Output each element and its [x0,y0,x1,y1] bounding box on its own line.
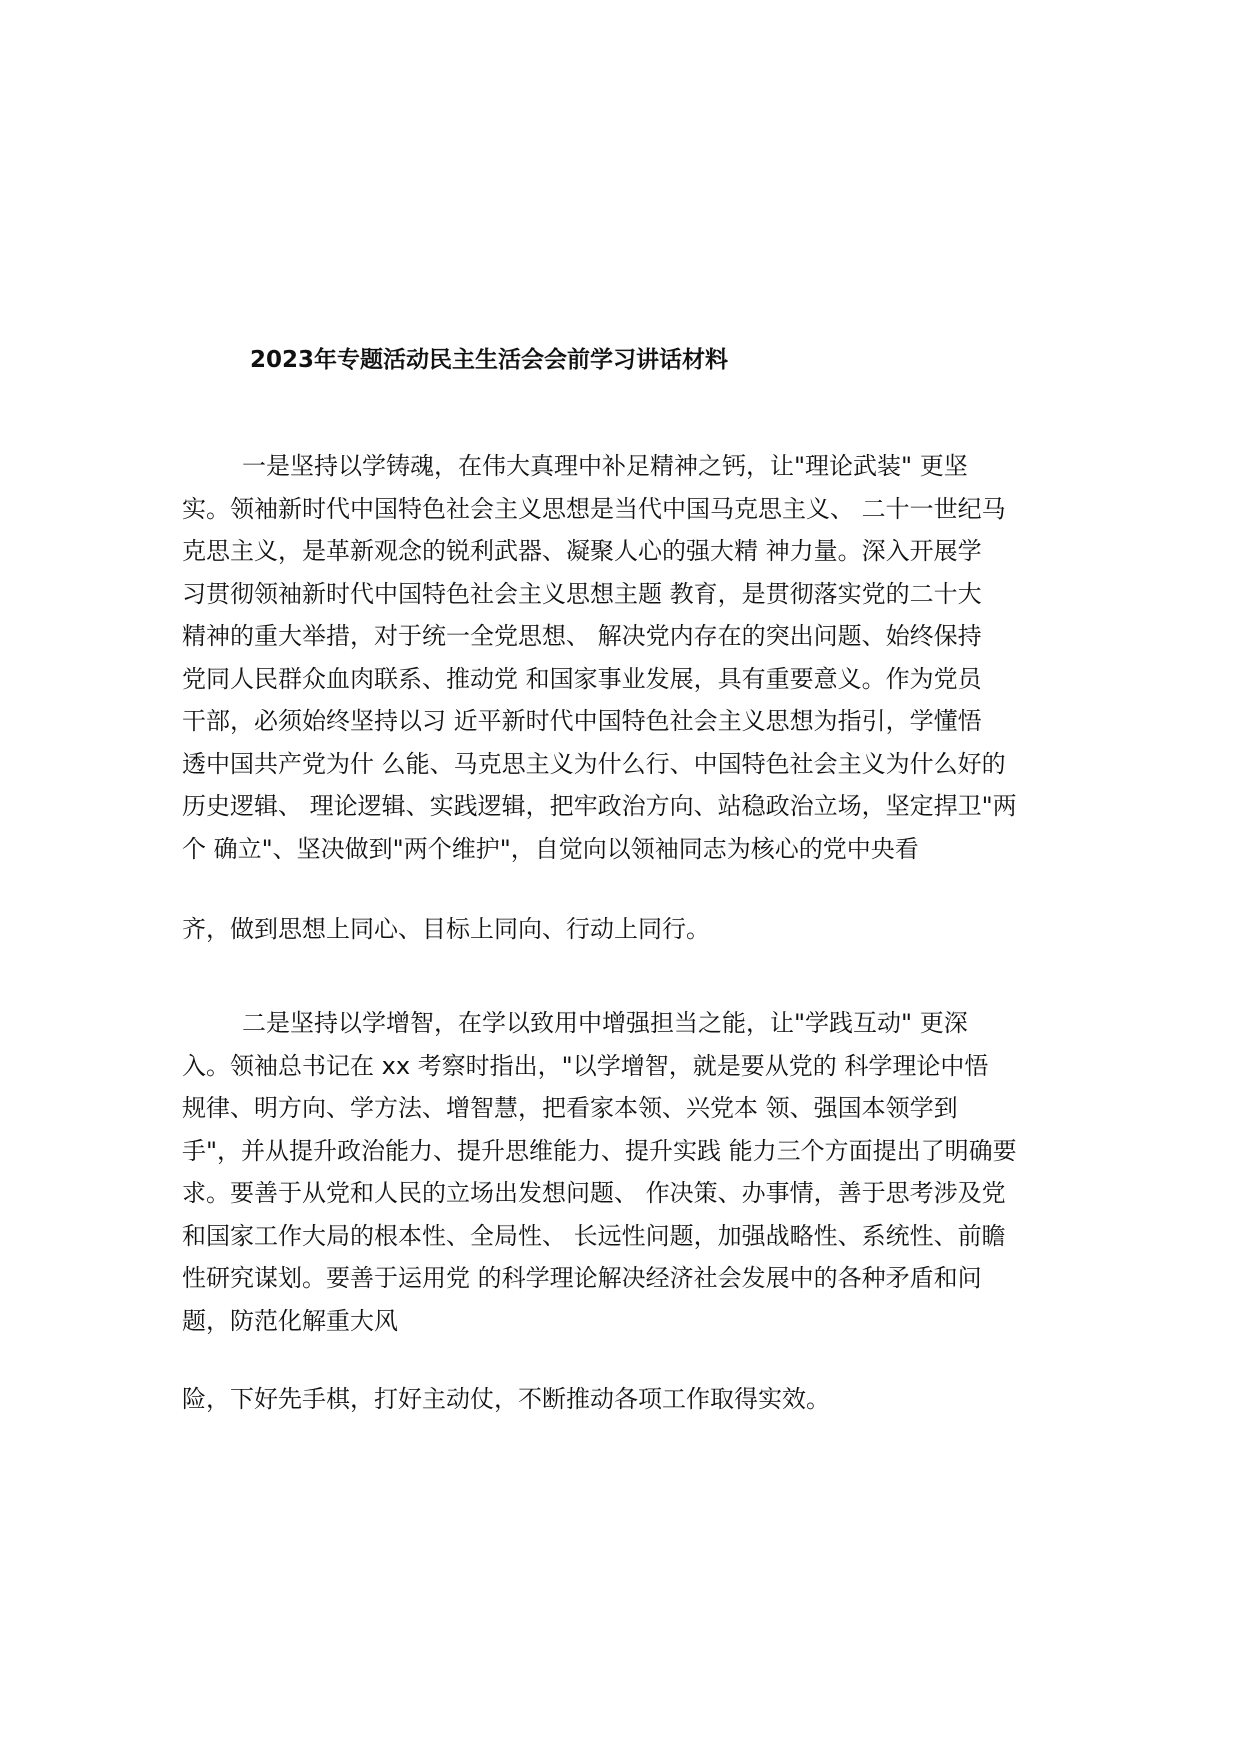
paragraph-1 [182,445,1082,870]
paragraph-1-line: 实。领袖新时代中国特色社会主义思想是当代中国马克思主义、 二十一世纪马 [182,494,1006,523]
document-title: 2023年专题活动民主生活会会前学习讲话材料 [250,347,729,373]
paragraph-1-line: 习贯彻领袖新时代中国特色社会主义思想主题 教育，是贯彻落实党的二十大 [182,579,982,608]
paragraph-1-line: 一是坚持以学铸魂，在伟大真理中补足精神之钙，让"理论武装" 更坚 [242,452,968,480]
paragraph-1-tail: 齐，做到思想上同心、目标上同向、行动上同行。 [182,915,710,943]
paragraph-2-line: 二是坚持以学增智，在学以致用中增强担当之能，让"学践互动" 更深 [242,1009,968,1037]
paragraph-1-line: 历史逻辑、 理论逻辑、实践逻辑，把牢政治方向、站稳政治立场，坚定捍卫"两 [182,792,1017,820]
paragraph-2-line: 题，防范化解重大风 [182,1306,398,1335]
paragraph-2-line: 入。领袖总书记在 xx 考察时指出，"以学增智，就是要从党的 科学理论中悟 [182,1051,989,1080]
paragraph-1-line: 透中国共产党为什 么能、马克思主义为什么行、中国特色社会主义为什么好的 [182,749,1006,778]
paragraph-1-line: 精神的重大举措，对于统一全党思想、 解决党内存在的突出问题、始终保持 [182,622,982,650]
paragraph-2-line: 和国家工作大局的根本性、全局性、 长远性问题，加强战略性、系统性、前瞻 [182,1221,1006,1250]
paragraph-2-line: 性研究谋划。要善于运用党 的科学理论解决经济社会发展中的各种矛盾和问 [182,1264,982,1292]
paragraph-2-tail: 险，下好先手棋，打好主动仗，不断推动各项工作取得实效。 [182,1385,830,1413]
paragraph-1-line: 党同人民群众血肉联系、推动党 和国家事业发展，具有重要意义。作为党员 [182,664,982,693]
paragraph-2-line: 求。要善于从党和人民的立场出发想问题、 作决策、办事情，善于思考涉及党 [182,1179,1006,1207]
paragraph-2 [182,1002,1082,1342]
paragraph-2-line: 规律、明方向、学方法、增智慧，把看家本领、兴党本 领、强国本领学到 [182,1094,958,1122]
paragraph-1-line: 干部，必须始终坚持以习 近平新时代中国特色社会主义思想为指引，学懂悟 [182,707,982,735]
paragraph-1-line: 个 确立"、坚决做到"两个维护"，自觉向以领袖同志为核心的党中央看 [182,834,919,863]
paragraph-2-line: 手"，并从提升政治能力、提升思维能力、提升实践 能力三个方面提出了明确要 [182,1136,1017,1165]
paragraph-1-line: 克思主义，是革新观念的锐利武器、凝聚人心的强大精 神力量。深入开展学 [182,537,982,565]
